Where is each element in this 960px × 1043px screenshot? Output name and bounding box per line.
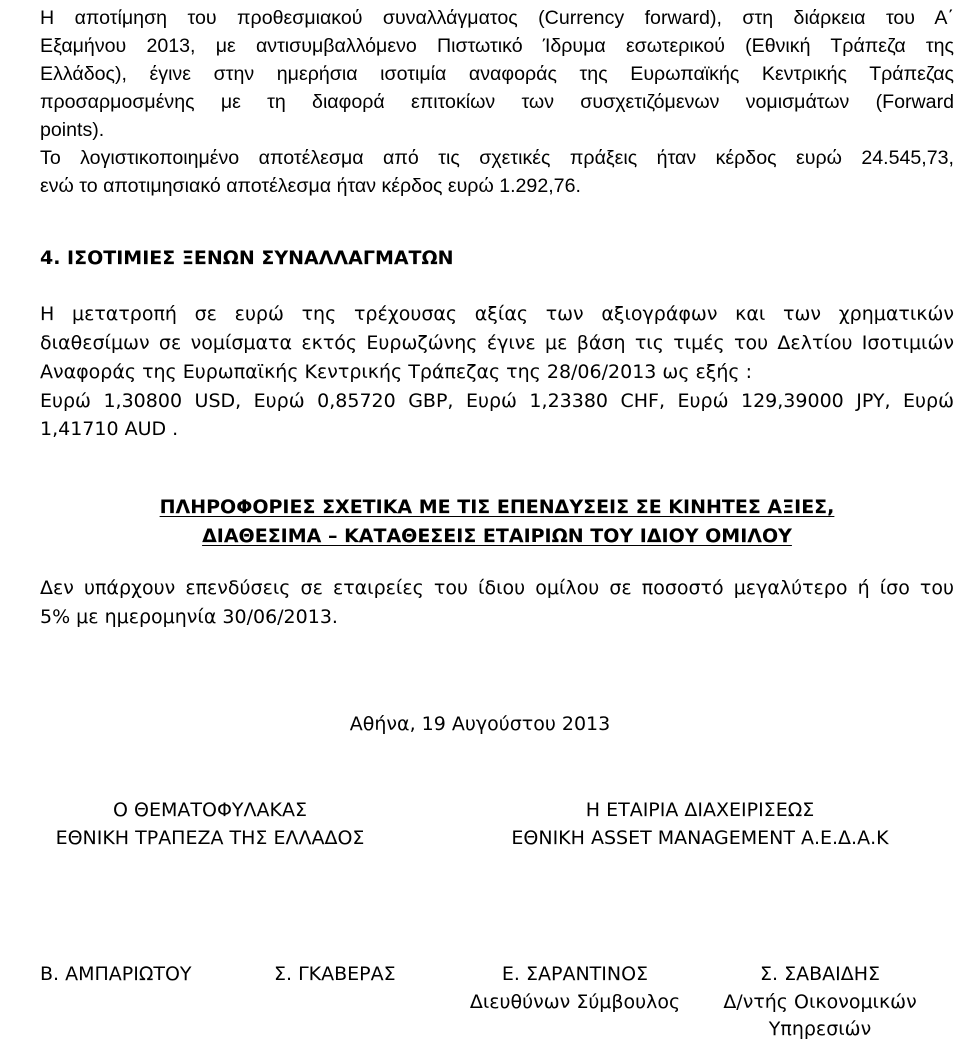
investments-heading: ΔΙΑΘΕΣΙΜΑ – ΚΑΤΑΘΕΣΕΙΣ ΕΤΑΙΡΙΩΝ ΤΟΥ ΙΔΙΟΥ ΟΜΙΛΟΥ (202, 525, 792, 547)
signatory-title: Διευθύνων Σύμβουλος (469, 991, 681, 1013)
paragraph-line: Η μετατροπή σε ευρώ της τρέχουσας αξίας των αξιογράφων και των χρηματικών (40, 303, 954, 325)
signatory-name: Σ. ΣΑΒΑΙΔΗΣ (759, 963, 880, 985)
investments-heading: ΠΛΗΡΟΦΟΡΙΕΣ ΣΧΕΤΙΚΑ ΜΕ ΤΙΣ ΕΠΕΝΔΥΣΕΙΣ ΣΕ ΚΙΝΗΤΕΣ ΑΞΙΕΣ, (159, 496, 835, 518)
custodian-title: Ο ΘΕΜΑΤΟΦΥΛΑΚΑΣ (113, 799, 307, 821)
signatory-name: Ε. ΣΑΡΑΝΤΙΝΟΣ (501, 963, 649, 985)
company-title: Η ΕΤΑΙΡΙΑ ΔΙΑΧΕΙΡΙΣΕΩΣ (585, 799, 815, 821)
paragraph-line: Ευρώ 1,30800 USD, Ευρώ 0,85720 GBP, Ευρώ 1,23380 CHF, Ευρώ 129,39000 JPY, Ευρώ (40, 390, 954, 412)
paragraph-line: 5% με ημερομηνία 30/06/2013. (40, 606, 338, 628)
signatory-name: Β. ΑΜΠΑΡΙΩΤΟΥ (40, 963, 192, 985)
paragraph-line: διαθεσίμων σε νομίσματα εκτός Ευρωζώνης έγινε με βάση τις τιμές του Δελτίου Ισοτιμιών (40, 332, 954, 354)
paragraph-line: 1,41710 AUD . (40, 418, 179, 440)
paragraph-line: Η αποτίμηση του προθεσμιακού συναλλάγματος (Currency forward), στη διάρκεια του Α΄ (40, 7, 954, 29)
custodian-name: ΕΘΝΙΚΗ ΤΡΑΠΕΖΑ ΤΗΣ ΕΛΛΑΔΟΣ (55, 827, 365, 849)
signatory-name: Σ. ΓΚΑΒΕΡΑΣ (274, 963, 396, 985)
signatory-title: Υπηρεσιών (768, 1018, 872, 1040)
paragraph-line: Ελλάδος), έγινε στην ημερήσια ισοτιμία αναφοράς της Ευρωπαϊκής Κεντρικής Τράπεζας (40, 63, 954, 85)
paragraph-line: Αναφοράς της Ευρωπαϊκής Κεντρικής Τράπεζας της 28/06/2013 ως εξής : (40, 361, 753, 383)
paragraph-line: Δεν υπάρχουν επενδύσεις σε εταιρείες του ίδιου ομίλου σε ποσοστό μεγαλύτερο ή ίσο του (40, 577, 954, 599)
section-heading: 4. ΙΣΟΤΙΜΙΕΣ ΞΕΝΩΝ ΣΥΝΑΛΛΑΓΜΑΤΩΝ (40, 247, 454, 269)
paragraph-line: Εξαμήνου 2013, με αντισυμβαλλόμενο Πιστωτικό Ίδρυμα εσωτερικού (Εθνική Τράπεζα της (40, 35, 954, 57)
place-date: Αθήνα, 19 Αυγούστου 2013 (349, 713, 611, 735)
paragraph-line: ενώ το αποτιμησιακό αποτέλεσμα ήταν κέρδος ευρώ 1.292,76. (40, 175, 581, 197)
company-name: ΕΘΝΙΚΗ ASSET MANAGEMENT Α.Ε.Δ.Α.Κ (511, 827, 889, 849)
paragraph-line: Το λογιστικοποιημένο αποτέλεσμα από τις σχετικές πράξεις ήταν κέρδος ευρώ 24.545,73, (40, 147, 954, 169)
paragraph-line: points). (40, 119, 105, 141)
paragraph-line: προσαρμοσμένης με τη διαφορά επιτοκίων των συσχετιζόμενων νομισμάτων (Forward (40, 91, 954, 113)
signatory-title: Δ/ντής Οικονομικών (723, 991, 917, 1013)
